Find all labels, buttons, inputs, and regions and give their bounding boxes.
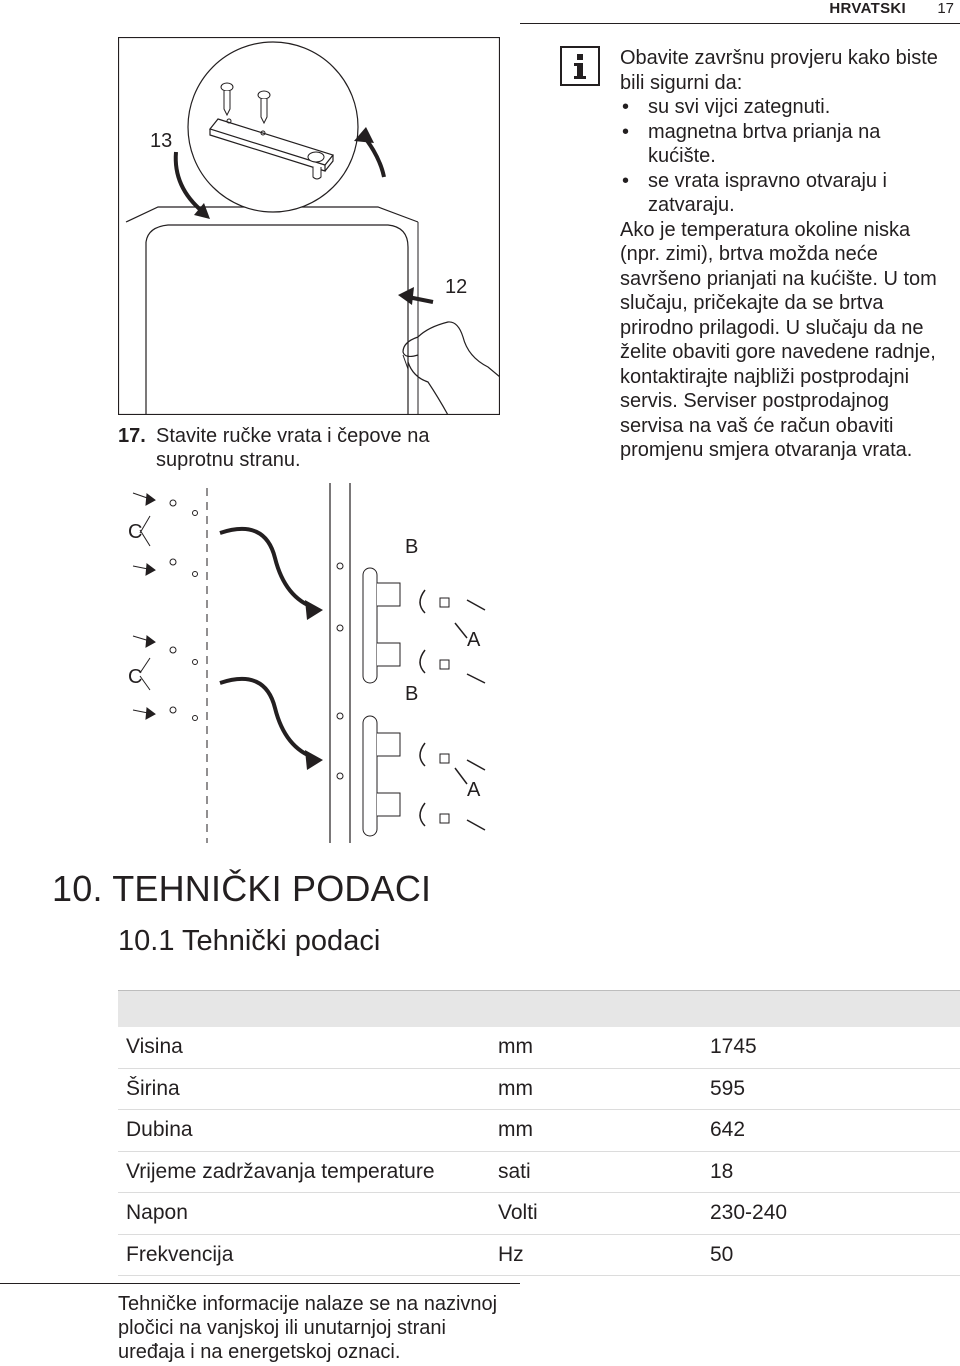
handles-and-plugs-figure — [125, 478, 505, 848]
section-subtitle: 10.1 Tehnički podaci — [118, 925, 381, 957]
table-row — [118, 1110, 960, 1152]
row-value: 18 — [710, 1159, 734, 1183]
row-name: Dubina — [126, 1118, 193, 1141]
row-value: 1745 — [710, 1035, 757, 1058]
tech-data-table — [118, 990, 960, 1276]
row-unit: sati — [498, 1159, 531, 1183]
row-value: 595 — [710, 1076, 746, 1100]
row-name: Vrijeme zadržavanja temperature — [126, 1159, 435, 1183]
info-bullet-list — [620, 95, 940, 218]
figure-label-13: 13 — [150, 130, 173, 152]
figure-label-a-top: A — [467, 629, 481, 651]
row-unit: mm — [498, 1035, 533, 1058]
row-unit: Hz — [498, 1242, 524, 1266]
row-value: 230-240 — [710, 1201, 788, 1224]
info-bullet: • se vrata ispravno otvaraju i zatvaraju. — [620, 169, 940, 218]
step-text: Stavite ručke vrata i čepove na suprotnu stranu. — [156, 425, 430, 471]
table-row — [118, 1235, 960, 1277]
figure-label-a-bottom: A — [467, 779, 481, 801]
footnote-rule — [0, 1283, 520, 1284]
table-row — [118, 1193, 960, 1235]
step-number: 17. — [118, 425, 146, 447]
page-header — [0, 0, 960, 22]
row-name: Širina — [126, 1076, 180, 1100]
language-label: HRVATSKI — [829, 0, 906, 17]
table-header-band — [118, 990, 960, 1027]
info-note — [620, 46, 940, 463]
figure-label-b-top: B — [405, 536, 419, 558]
figure-label-12: 12 — [445, 276, 468, 298]
section-title: 10. TEHNIČKI PODACI — [52, 868, 432, 909]
header-rule — [520, 23, 960, 24]
info-paragraph: Ako je temperatura okoline niska (npr. zimi), brtva možda neće savršeno prianjati na kućište. U tom slučaju, pričekajte da se brtva prirodno prilagodi. U slučaju da ne želite obaviti gore navedene radnje, kontaktirajte najbliži postprodajni servis. Serviser postprodajnog servisa na vaš će račun obaviti promjenu smjera otvaranja vrata. — [620, 218, 937, 461]
row-value: 50 — [710, 1242, 734, 1266]
figure-label-c-top: C — [128, 521, 143, 543]
table-row — [118, 1069, 960, 1111]
figure-label-b-bottom: B — [405, 683, 419, 705]
door-handle-figure — [118, 37, 500, 415]
info-icon — [560, 46, 600, 86]
row-name: Visina — [126, 1035, 183, 1058]
row-name: Napon — [126, 1201, 188, 1224]
row-unit: mm — [498, 1076, 533, 1100]
table-row — [118, 1027, 960, 1069]
footnote: Tehničke informacije nalaze se na nazivnoj pločici na vanjskoj ili unutarnjoj strani uređaja i na energetskoj oznaci. — [118, 1293, 498, 1363]
info-bullet: • su svi vijci zategnuti. — [620, 95, 940, 120]
row-unit: mm — [498, 1118, 533, 1141]
page-number: 17 — [937, 0, 954, 17]
row-value: 642 — [710, 1118, 746, 1141]
info-bullet: • magnetna brtva prianja na kućište. — [620, 120, 940, 169]
table-row — [118, 1152, 960, 1194]
row-name: Frekvencija — [126, 1242, 234, 1266]
info-intro: Obavite završnu provjeru kako biste bili sigurni da: — [620, 47, 938, 94]
row-unit: Volti — [498, 1201, 538, 1224]
figure-label-c-bottom: C — [128, 666, 143, 688]
